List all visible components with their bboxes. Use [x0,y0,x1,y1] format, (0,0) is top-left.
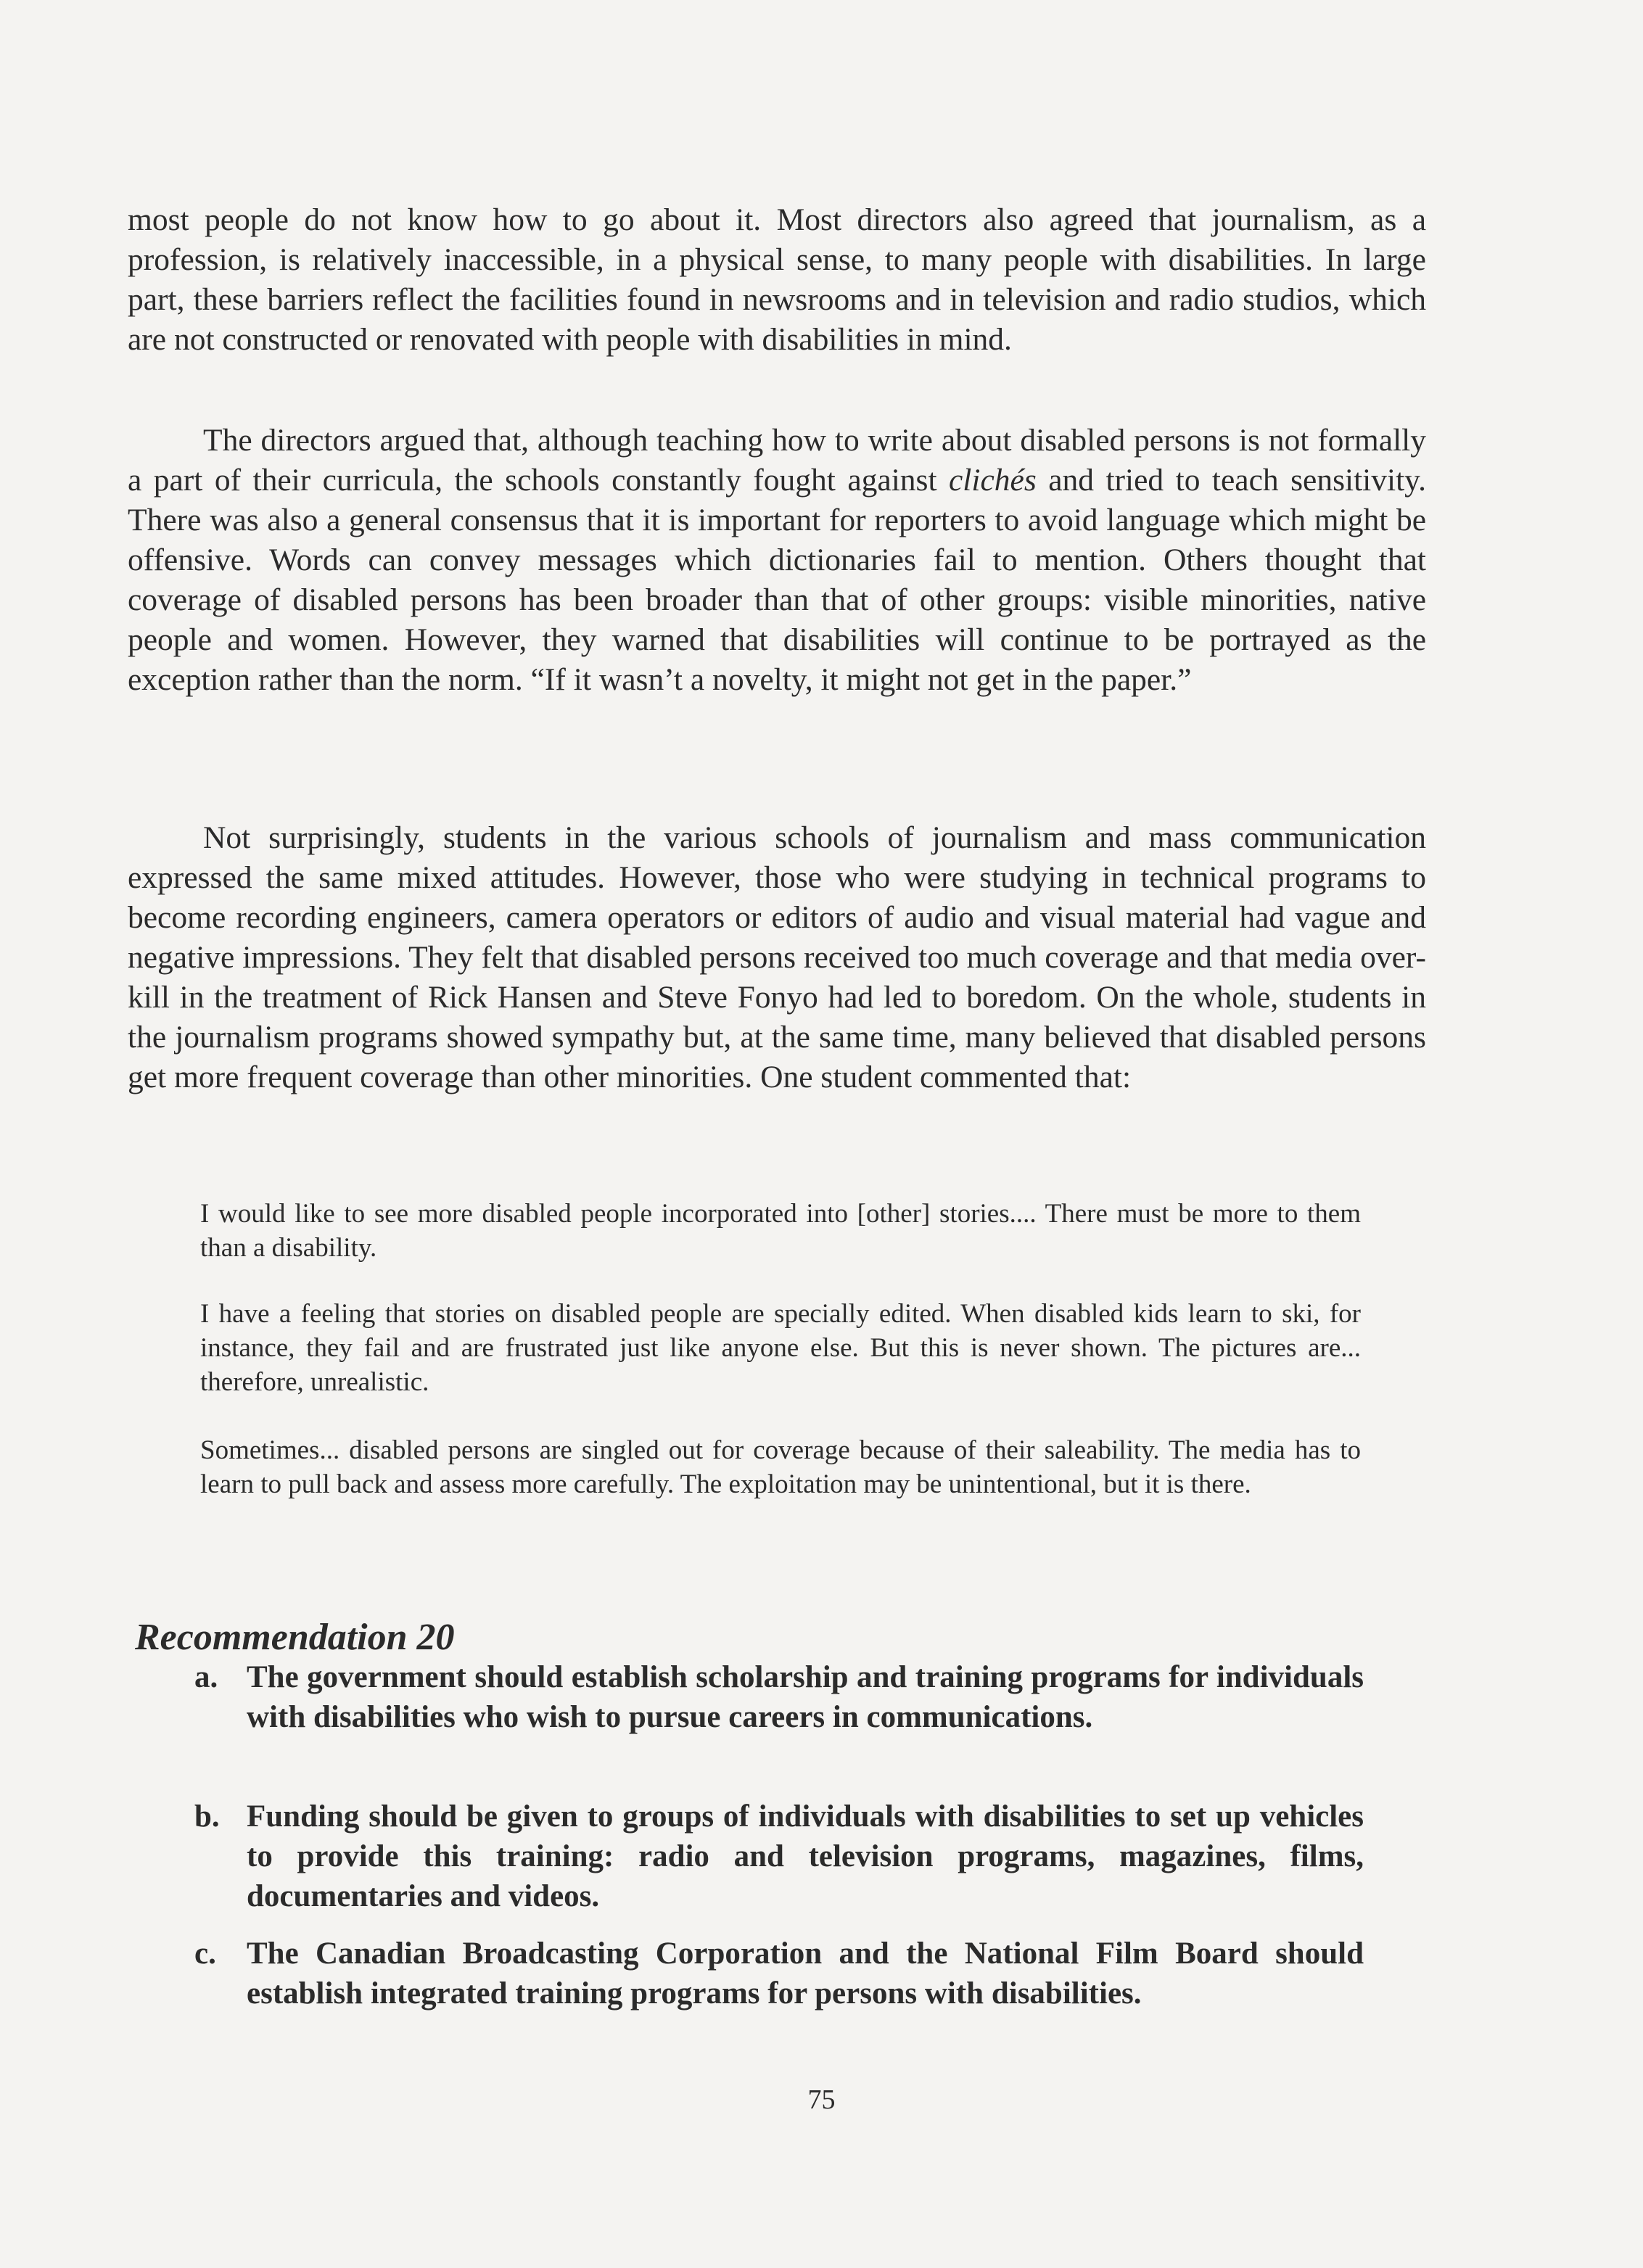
student-quote-1: I would like to see more disabled people incorporated into [other] stories.... There must be more to them than a disability. [200,1199,1361,1263]
paragraph-directors-sensitivity [128,421,1426,700]
student-quote-3: Sometimes... disabled persons are singled out for coverage because of their saleability. The media has to learn to pull back and assess more carefully. The exploitation may be unintentional, but it is there. [200,1435,1361,1499]
paragraph-directors-access: most people do not know how to go about it. Most directors also agreed that journalism, as a profession, is relatively inaccessible, in a physical sense, to many people with disabilities. In large part, these barriers reflect the facilities found in newsrooms and in television and radio studios, which are not constructed or renovated with people with disabilities in mind. [128,202,1426,357]
recommendation-item-c [194,1934,1364,2013]
student-quote-2: I have a feeling that stories on disabled people are specially edited. When disabled kids learn to ski, for instance, they fail and are frustrated just like anyone else. But this is never shown. The pictures are... therefore, unrealistic. [200,1299,1361,1397]
paragraph-students-attitudes: Not surprisingly, students in the various schools of journalism and mass communication expressed the same mixed attitudes. However, those who were studying in technical programs to become recording engineers, camera operators or editors of audio and visual material had vague and negative impressions. They felt that disabled persons received too much coverage and that media over-kill in the treatment of Rick Hansen and Steve Fonyo had led to boredom. On the whole, students in the journalism programs showed sympathy but, at the same time, many believed that disabled persons get more frequent coverage than other minorities. One student commented that: [128,820,1426,1094]
emphasized-word: clichés [948,463,1037,498]
recommendation-text: The Canadian Broadcasting Corporation and the National Film Board should establish integrated training programs for persons with disabilities. [247,1937,1364,2011]
paragraph-text-end: and tried to teach sensitivity. There was also a general consensus that it is important for reporters to avoid language which might be offensive. Words can convey messages which dictionaries fail to mention. Others thought that coverage of disabled persons has been broader than that of other groups: visible minorities, native people and women. However, they warned that disabilities will continue to be portrayed as the exception rather than the norm. “If it wasn’t a novelty, it might not get in the paper.” [128,463,1426,697]
paragraph-text-start: The directors argued that, although teaching how to write about disabled persons is not formally a part of their curricula, the schools constantly fought against [128,423,1426,498]
page-number: 75 [807,2085,836,2115]
recommendation-heading: Recommendation 20 [135,1617,455,1658]
recommendation-text: The government should establish scholarship and training programs for individuals with disabilities who wish to pursue careers in communications. [247,1660,1364,1734]
recommendation-text: Funding should be given to groups of individuals with disabilities to set up vehicles to provide this training: radio and television programs, magazines, films, documentaries and videos. [247,1799,1364,1913]
recommendation-item-b [194,1797,1364,1916]
recommendation-letter: c. [194,1937,216,1971]
recommendation-letter: a. [194,1660,218,1694]
recommendation-letter: b. [194,1799,220,1834]
recommendation-item-a [194,1657,1364,1737]
